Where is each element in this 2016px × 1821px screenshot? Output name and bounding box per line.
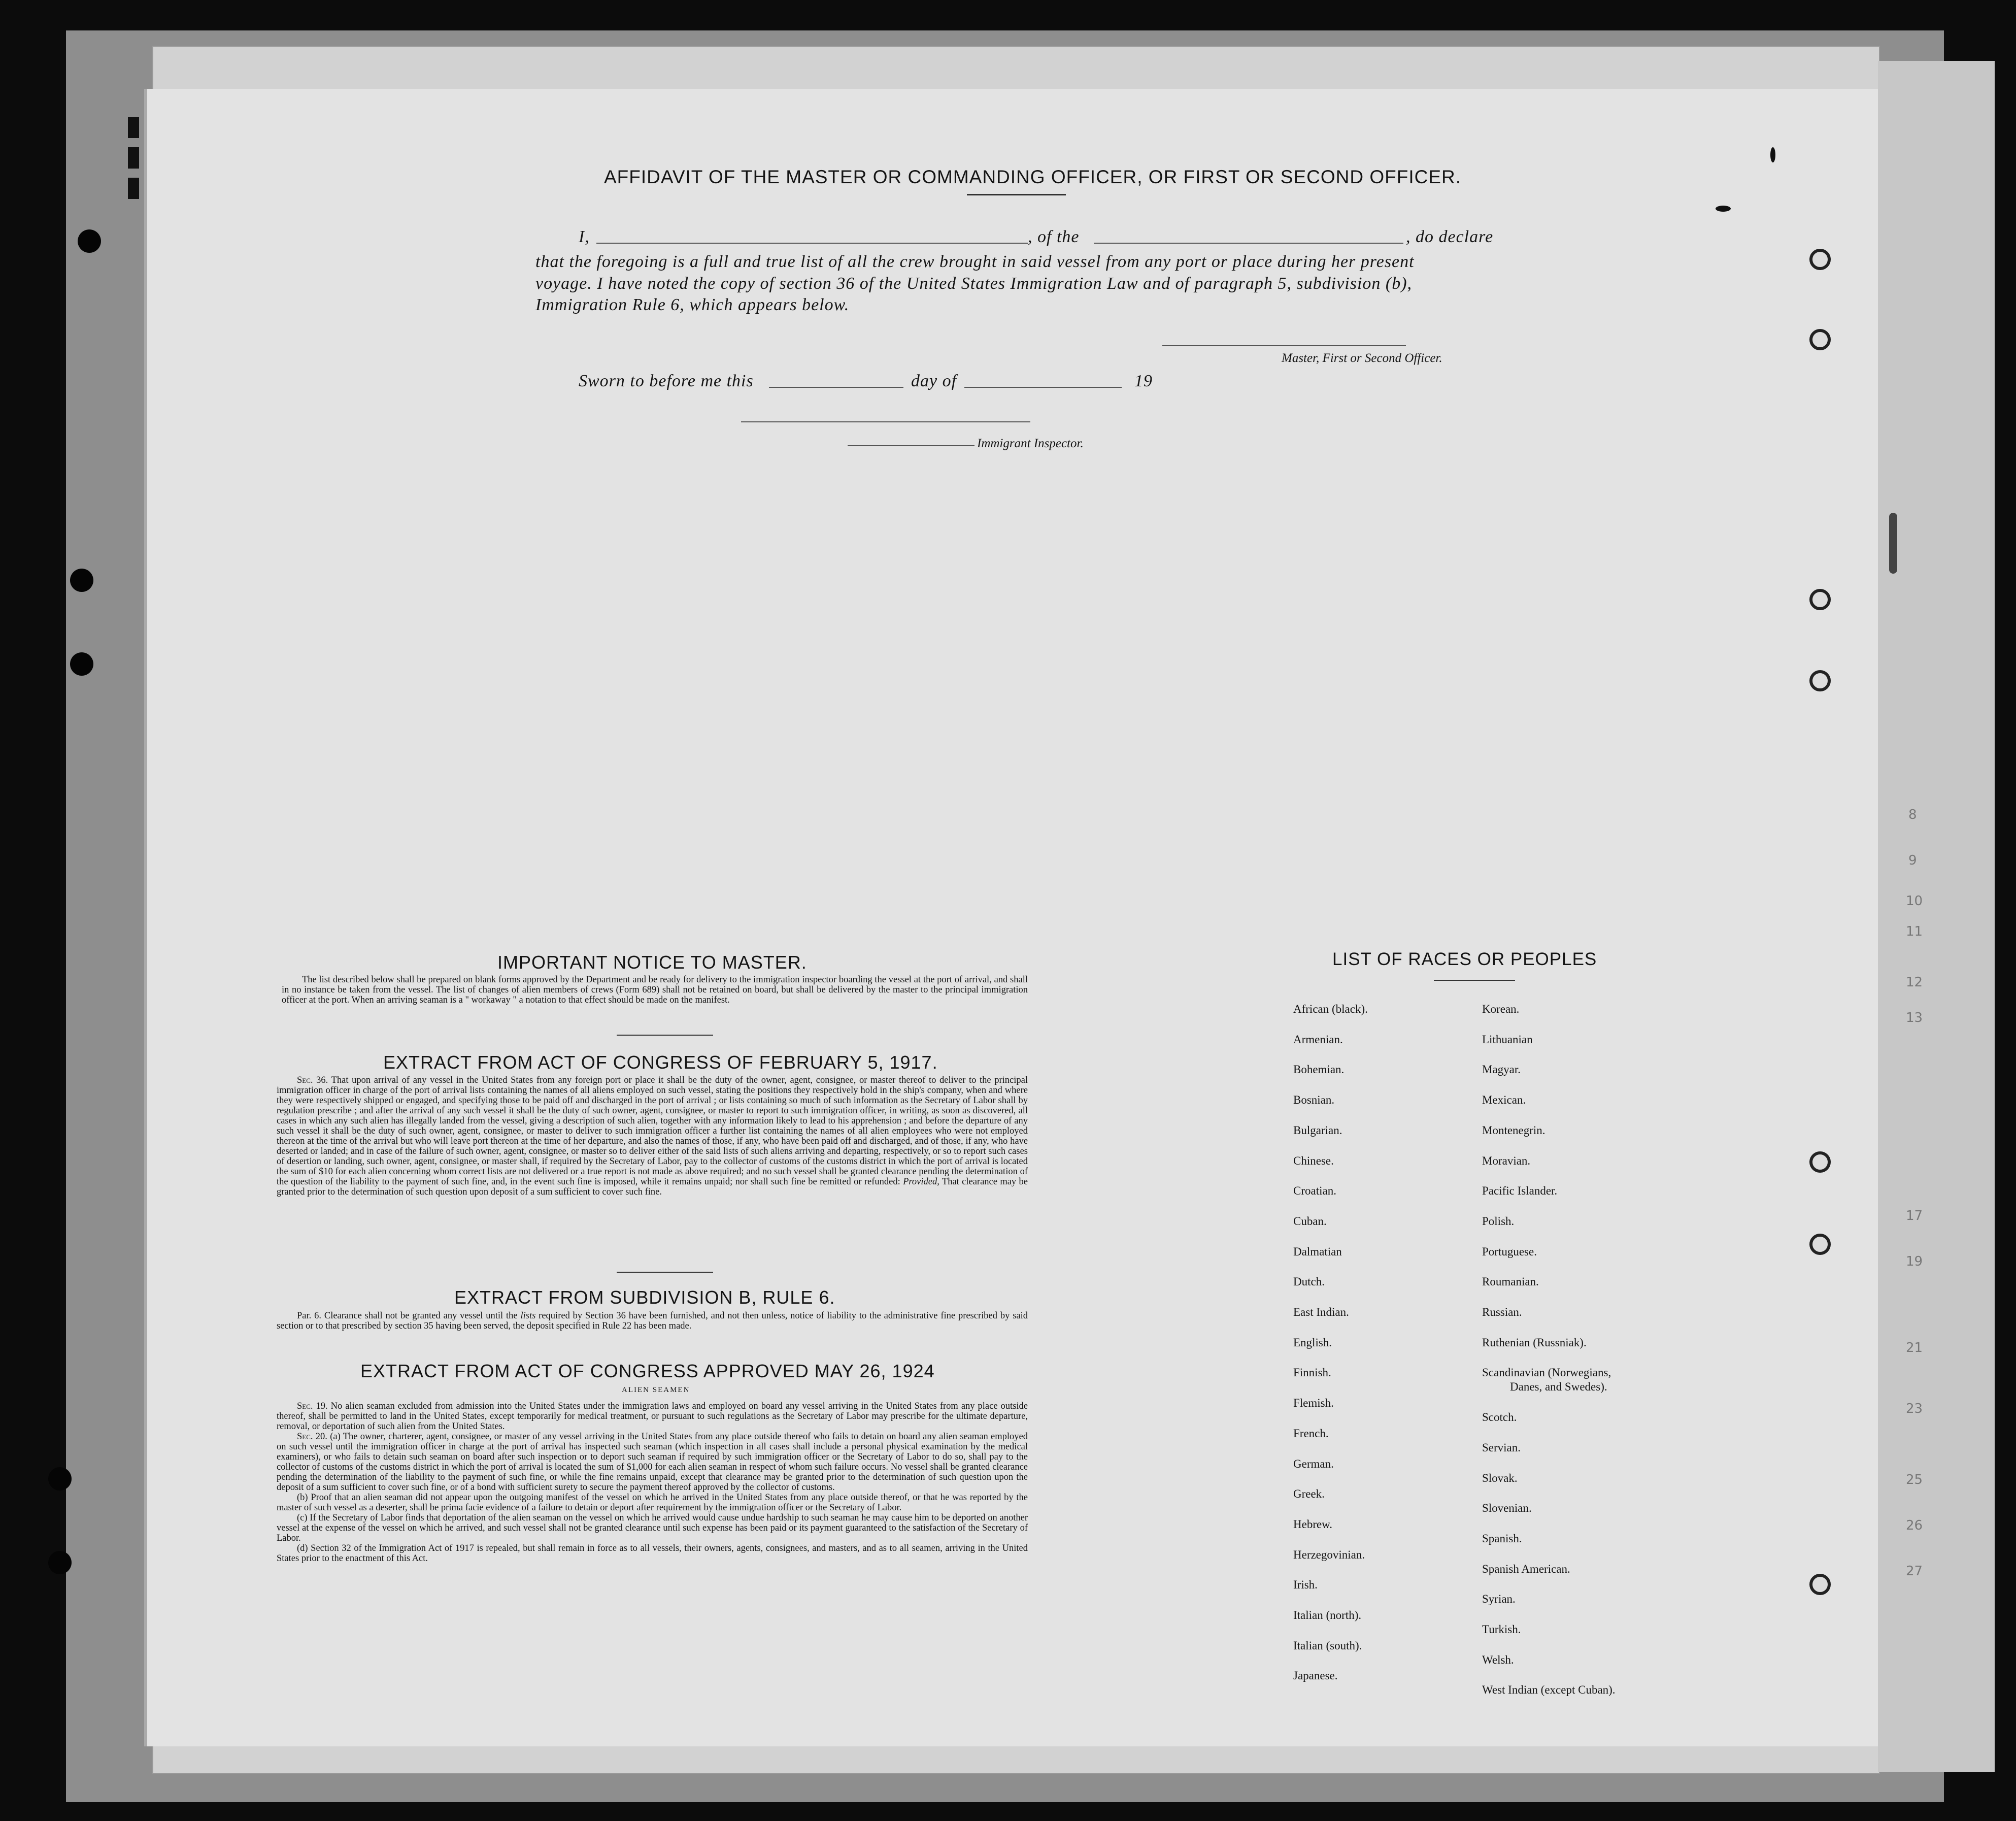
- race-item: Finnish.: [1293, 1366, 1331, 1379]
- binder-hole: [48, 1551, 72, 1574]
- race-item: Moravian.: [1482, 1154, 1531, 1167]
- extract-1924-paragraph: [277, 1401, 1028, 1432]
- inspector-signature-line-1: [741, 421, 1030, 422]
- race-item: Magyar.: [1482, 1063, 1521, 1076]
- master-name-blank: [596, 243, 1028, 244]
- year-prefix: 19: [1134, 372, 1153, 390]
- sworn-month-blank: [964, 387, 1122, 388]
- race-item: Roumanian.: [1482, 1275, 1539, 1288]
- extract-1924-paragraph: [277, 1493, 1028, 1513]
- par-6-label: Par. 6.: [297, 1311, 321, 1321]
- sworn-day-blank: [769, 387, 903, 388]
- sec-20c-text: (c) If the Secretary of Labor finds that deportation of the alien seaman on the vessel on which he arrived would cause undue hardship to such seaman he may cause him to be deported on another vessel at the expense of the vessel on which he arrived, and such vessel shall not be granted clearance until such expense has been paid or its payment guaranteed to the satisfaction of the Secretary of Labor.: [277, 1513, 1028, 1543]
- rule6-text-b: required by Section 36 have been furnished, and not then unless, notice of liability to the administrative fine prescribed by said section or to that prescribed by section 35 having been served, the deposit specified in Rule 22 has been made.: [277, 1311, 1028, 1331]
- binder-clip: [128, 178, 139, 199]
- sec-36-text-end: That clearance may be granted prior to the determination of such question upon deposit of a sum sufficient to cover such fine.: [277, 1177, 1028, 1197]
- race-item: Korean.: [1482, 1003, 1520, 1015]
- sec-36-label: Sec. 36.: [297, 1075, 328, 1085]
- extract-1917-title: EXTRACT FROM ACT OF CONGRESS OF FEBRUARY 5, 1917.: [383, 1052, 938, 1073]
- race-item: Scandinavian (Norwegians,: [1482, 1366, 1611, 1379]
- alien-seamen-subtitle: ALIEN SEAMEN: [622, 1386, 690, 1394]
- race-item: Servian.: [1482, 1441, 1521, 1454]
- sec-20d-text: (d) Section 32 of the Immigration Act of 1917 is repealed, but shall remain in force as to all vessels, their owners, agents, consignees, and masters, and as to all seamen, arriving in the United States prior to the enactment of this Act.: [277, 1543, 1028, 1564]
- race-item: Bohemian.: [1293, 1063, 1345, 1076]
- rule6-paragraph: [277, 1311, 1028, 1331]
- affidavit-declare: , do declare: [1406, 227, 1494, 246]
- extract-1917-body: [277, 1075, 1028, 1197]
- affidavit-line4: Immigration Rule 6, which appears below.: [535, 295, 850, 314]
- binder-clip: [128, 117, 139, 138]
- race-item: French.: [1293, 1427, 1329, 1440]
- affidavit-i: I,: [579, 227, 590, 246]
- race-item: Polish.: [1482, 1214, 1515, 1228]
- scan-speck: [1716, 206, 1731, 212]
- notice-rule: [617, 1035, 713, 1036]
- race-item: Montenegrin.: [1482, 1123, 1545, 1137]
- race-item: Japanese.: [1293, 1669, 1338, 1682]
- race-item: Croatian.: [1293, 1184, 1336, 1198]
- extract-1924-body: [277, 1401, 1028, 1564]
- rule6-title: EXTRACT FROM SUBDIVISION B, RULE 6.: [454, 1287, 835, 1308]
- inspector-signature-line-2: [848, 445, 975, 446]
- race-item: East Indian.: [1293, 1306, 1349, 1318]
- race-item: Irish.: [1293, 1578, 1318, 1592]
- race-item: German.: [1293, 1457, 1334, 1470]
- extract-1924-paragraph: [277, 1513, 1028, 1543]
- extract-1924-paragraph: [277, 1432, 1028, 1493]
- binder-hole: [1809, 1151, 1831, 1173]
- day-of-text: day of: [911, 372, 957, 390]
- affidavit-line2: that the foregoing is a full and true list of all the crew brought in said vessel from any port or place during her present: [535, 252, 1415, 271]
- race-item: Dutch.: [1293, 1275, 1325, 1288]
- rule6-body: [277, 1311, 1028, 1331]
- rule6-text-a: Clearance shall not be granted any vessel until the: [324, 1311, 521, 1321]
- binder-hole: [1809, 1574, 1831, 1595]
- race-item: Danes, and Swedes).: [1510, 1380, 1607, 1394]
- scan-speck: [1770, 147, 1775, 162]
- race-item: Turkish.: [1482, 1623, 1521, 1636]
- race-item: Armenian.: [1293, 1033, 1343, 1046]
- binder-hole: [1809, 1234, 1831, 1255]
- race-item: Flemish.: [1293, 1397, 1334, 1410]
- master-signature-line: [1162, 345, 1406, 346]
- scan-speck: [1889, 513, 1897, 574]
- sec-19-label: Sec. 19.: [297, 1401, 328, 1411]
- affidavit-line3: voyage. I have noted the copy of section 36 of the United States Immigration Law and of paragraph 5, subdivision (b),: [535, 274, 1413, 293]
- adjacent-page-edge: 8 9 10 11 12 13 17 19 21 23 25 26 27: [1878, 61, 1995, 1772]
- race-item: Spanish American.: [1482, 1562, 1570, 1575]
- binder-hole: [1809, 670, 1831, 691]
- race-item: Russian.: [1482, 1306, 1522, 1318]
- race-item: Greek.: [1293, 1487, 1325, 1501]
- binder-hole: [1809, 249, 1831, 270]
- race-item: Portuguese.: [1482, 1245, 1537, 1258]
- race-item: Slovenian.: [1482, 1502, 1532, 1515]
- race-item: African (black).: [1293, 1003, 1368, 1015]
- sec-19-text: No alien seaman excluded from admission into the United States under the immigration laws and employed on board any vessel arriving in the United States from any place outside thereof, shall be permitted to land in the United States, except temporarily for medical treatment, or pursuant to such regulations as the Secretary of Labor may prescribe for the ultimate departure, removal, or deportation of such alien from the United States.: [277, 1401, 1028, 1432]
- notice-title: IMPORTANT NOTICE TO MASTER.: [497, 952, 807, 973]
- master-signature-label: Master, First or Second Officer.: [1282, 351, 1442, 365]
- race-item: Syrian.: [1482, 1593, 1516, 1606]
- inspector-label: Immigrant Inspector.: [977, 437, 1084, 450]
- race-item: Bosnian.: [1293, 1094, 1335, 1107]
- race-item: Ruthenian (Russniak).: [1482, 1336, 1587, 1349]
- race-item: Scotch.: [1482, 1411, 1517, 1424]
- races-rule: [1434, 980, 1515, 981]
- race-item: Hebrew.: [1293, 1517, 1333, 1531]
- binder-hole: [1809, 589, 1831, 610]
- notice-paragraph: The list described below shall be prepared on blank forms approved by the Department and be ready for delivery to the immigration inspector boarding the vessel at the port of arrival, and shall in no instance be taken from the vessel. The list of changes of alien members of crews (Form 689) shall not be retained on board, but shall be delivered by the master to the principal immigration officer at the port. When an arriving seaman is a " workaway " a notation to that effect should be made on the manifest.: [282, 975, 1028, 1005]
- binder-hole: [78, 229, 101, 253]
- extract-1917-rule: [617, 1272, 713, 1273]
- binder-clip: [128, 147, 139, 169]
- provided-label: Provided,: [903, 1177, 939, 1187]
- extract-1924-paragraph: [277, 1543, 1028, 1564]
- race-item: Dalmatian: [1293, 1245, 1342, 1258]
- race-item: Italian (north).: [1293, 1609, 1362, 1621]
- race-item: Cuban.: [1293, 1214, 1327, 1228]
- race-item: Welsh.: [1482, 1653, 1514, 1666]
- race-item: Spanish.: [1482, 1532, 1522, 1545]
- sec-20b-text: (b) Proof that an alien seaman did not appear upon the outgoing manifest of the vessel on which he arrived in the United States from any place outside thereof, or that he was reported by the master of such vessel as a deserter, shall be prima facie evidence of a failure to detain or deport after requirement by the immigration officer or the Secretary of Labor.: [277, 1493, 1028, 1513]
- sworn-before-text: Sworn to before me this: [579, 372, 754, 390]
- race-item: Mexican.: [1482, 1094, 1526, 1107]
- binder-hole: [48, 1467, 72, 1491]
- binder-hole: [70, 652, 93, 676]
- race-item: Chinese.: [1293, 1154, 1334, 1167]
- race-item: English.: [1293, 1336, 1332, 1349]
- notice-body: [282, 975, 1028, 1005]
- extract-1924-title: EXTRACT FROM ACT OF CONGRESS APPROVED MAY 26, 1924: [360, 1361, 935, 1381]
- race-item: Bulgarian.: [1293, 1123, 1342, 1137]
- affidavit-title: AFFIDAVIT OF THE MASTER OR COMMANDING OFFICER, OR FIRST OR SECOND OFFICER.: [604, 167, 1462, 187]
- affidavit-of-the: , of the: [1028, 227, 1080, 246]
- binder-hole: [70, 569, 93, 592]
- races-title: LIST OF RACES OR PEOPLES: [1332, 949, 1597, 969]
- lists-word: lists: [520, 1311, 536, 1321]
- race-item: Herzegovinian.: [1293, 1548, 1365, 1561]
- vessel-name-blank: [1094, 243, 1403, 244]
- sec-36-text: That upon arrival of any vessel in the United States from any foreign port or place it shall be the duty of the owner, agent, consignee, or master thereof to deliver to the principal immigration officer in charge of the port of arrival lists containing the names of all aliens employed on such vessel, stating the positions they respectively hold in the ship's company, when and where they were respectively shipped or engaged, and specifying those to be paid off and discharged in the port of arrival ; or lists containing so much of such information as the Secretary of Labor shall by regulation prescribe ; and after the arrival of any such vessel it shall be the duty of such owner, agent, consignee, or master to report to such immigration officer, in writing, as soon as discovered, all cases in which any such alien has illegally landed from the vessel, giving a description of such alien, together with any information likely to lead to his apprehension ; and before the departure of any such vessel it shall be the duty of such owner, agent, consignee, or master to deliver to such immigration officer a further list containing the names of all alien employees who were not employed thereon at the time of the arrival but who will leave port thereon at the time of her departure, and also the names of those, if any, who have been paid off and discharged, and of those, if any, who have deserted or landed; and in case of the failure of such owner, agent, consignee, or master so to deliver either of the said lists of such aliens arriving and departing, respectively, or so to report such cases of desertion or landing, such owner, agent, consignee, or master shall, if required by the Secretary of Labor, pay to the collector of customs of the customs district in which the port of arrival is located the sum of $10 for each alien concerning whom correct lists are not delivered or a true report is not made as above required; and no such vessel shall be granted clearance pending the determination of the question of the liability to the payment of such fine, and, in the event such fine is imposed, while it remains unpaid; nor shall such fine be remitted or refunded:: [277, 1075, 1028, 1187]
- race-item: West Indian (except Cuban).: [1482, 1683, 1616, 1697]
- race-item: Lithuanian: [1482, 1033, 1533, 1046]
- extract-1917-paragraph: [277, 1075, 1028, 1197]
- race-item: Italian (south).: [1293, 1639, 1362, 1652]
- title-rule: [967, 194, 1066, 195]
- race-item: Pacific Islander.: [1482, 1184, 1558, 1198]
- sec-20a-text: (a) The owner, charterer, agent, consignee, or master of any vessel arriving in the United States from any place outside thereof who fails to detain on board any alien seaman employed on such vessel until the immigration officer in charge at the port of arrival has inspected such seaman (which inspection in all cases shall include a personal physical examination by the medical examiners), or who fails to detain such seaman on board after such inspection or to deport such seaman if required by such immigration officer or the Secretary of Labor to do so, shall pay to the collector of customs of the customs district in which the port of arrival is located the sum of $1,000 for each alien seaman in respect of whom such failure occurs. No vessel shall be granted clearance pending the determination of the liability to the payment of such fine, or while the fine remains unpaid, except that clearance may be granted prior to the determination of such question upon the deposit of a sum sufficient to cover such fine, or of a bond with sufficient surety to secure the payment thereof approved by the collector of customs.: [277, 1432, 1028, 1493]
- race-item: Slovak.: [1482, 1471, 1518, 1484]
- binder-hole: [1809, 329, 1831, 350]
- sec-20-label: Sec. 20.: [297, 1432, 327, 1442]
